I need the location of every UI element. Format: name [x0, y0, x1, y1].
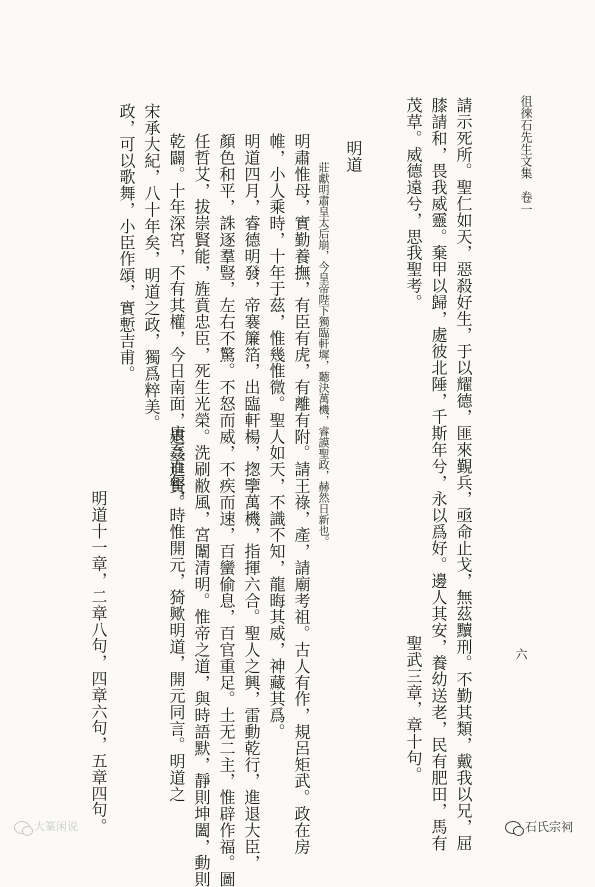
wechat-icon: [505, 821, 521, 834]
text-column: 唐三百年，時惟開元，猗歟明道，開元同言。明道之: [167, 425, 186, 803]
text-column: 帷，小人乘時，十年于茲，惟幾惟微。聖人如天，不識不知，龍晦其威，神藏其爲。: [267, 133, 286, 740]
text-column: 茂草。威德遠兮，思我聖考。: [404, 97, 423, 311]
text-column: 明道四月，睿德明發，帝褰簾箔，出臨軒楊，揔擥萬機，指揮六合。聖人之興，雷動乾行，進退大臣，: [242, 133, 261, 871]
wechat-icon: [14, 821, 30, 834]
text-column: 政，可以歌舞，小臣作頌，實慙吉甫。: [117, 103, 136, 382]
text-column: 顏色和平，誅逐羣豎，左右不驚。不怒而威，不疾而速，百蠻偷息，百官重足。土无二主，惟辟作福。圖: [217, 133, 236, 887]
text-column: 宋承大紀，八十年矣，明道之政，獨爲粹美。: [142, 103, 161, 431]
text-column: 請示死所。聖仁如天，惡殺好生，于以耀德，匪來覲兵，亟命止戈，無茲黷刑。不勤其類，戴我以兄，屈: [454, 97, 473, 852]
running-title: 徂徠石先生文集 卷一: [519, 95, 533, 215]
text-column: 莊獻明肅皇太后崩，今皇帝陛下獨臨軒墀，聽決萬機，睿謨聖政，赫然日新也。: [317, 162, 330, 547]
watermark-right: 石氏宗祠: [505, 818, 573, 835]
page-number: 六: [514, 648, 528, 660]
text-column: 乾闢。十年深宮，不有其權，今日南面，退姦進賢。: [167, 133, 186, 511]
text-column: 任哲艾，拔崇賢能，旌賁忠臣，死生光榮。洗刷敝風，宮闈清明。惟帝之道，與時語默，靜則坤闔，動則: [192, 133, 211, 887]
text-column: 聖武三章，章十句。: [404, 635, 423, 783]
text-column: 明道十一章，二章八句，四章六句，五章四句。: [89, 490, 108, 835]
text-column: 膝請和，畏我威靈。棄甲以歸，處彼北陲，千斯年兮，永以爲好。邊人其安，養幼送老，民有肥田，馬有: [429, 97, 448, 852]
text-column: 明道: [344, 140, 363, 173]
watermark-left: 大篆闲说: [14, 818, 78, 834]
text-column: 明肅惟母，實勤養撫，有臣有虎，有離有附。請王祿，產，請廟考祖。古人有作，規呂矩武。政在房: [292, 133, 311, 855]
